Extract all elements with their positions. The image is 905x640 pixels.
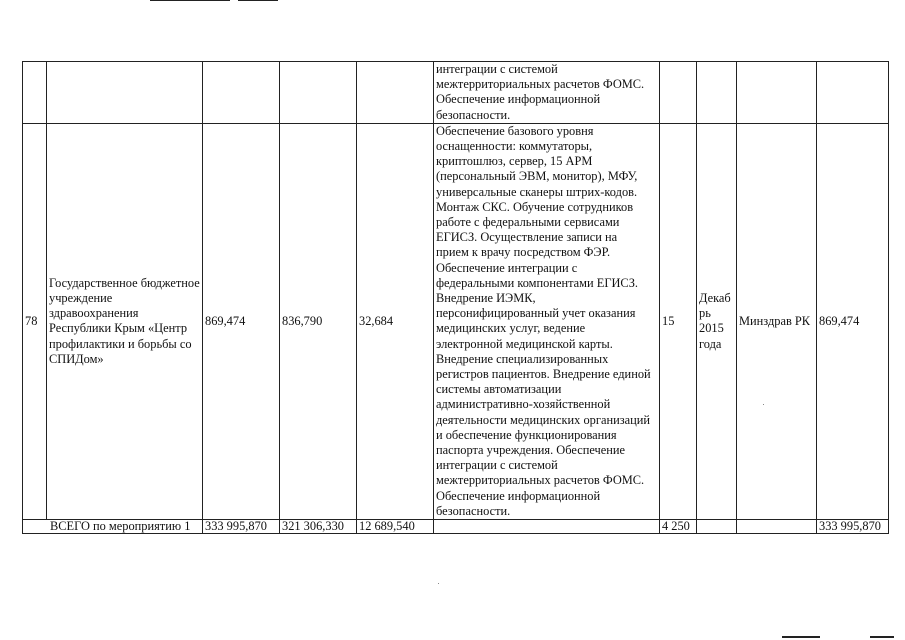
description-line: паспорта учреждения. Обеспечение — [436, 443, 626, 458]
description-line: прием к врачу посредством ФЭР. — [436, 245, 611, 260]
table-row — [23, 123, 889, 519]
description-line: электронной медицинской карты. — [436, 336, 613, 351]
scan-artifact-top-left — [150, 0, 230, 1]
description-line: универсальные сканеры штрих-кодов. — [436, 184, 638, 199]
scan-artifact-bottom-right-1 — [782, 636, 820, 638]
cell-total-2: 869,474 — [817, 123, 889, 519]
description-line: системы автоматизации — [436, 382, 562, 397]
summary-description — [434, 520, 660, 534]
description-line: Обеспечение базового уровня — [436, 123, 594, 138]
description-line: межтерриториальных расчетов ФОМС. — [436, 77, 645, 92]
cell-count — [660, 62, 697, 124]
description-line: интеграции с системой — [436, 62, 558, 76]
description-line: безопасности. — [436, 107, 511, 122]
description-line: персонифицированный учет оказания — [436, 306, 636, 321]
description-line: безопасности. — [436, 503, 511, 518]
program-table — [22, 61, 889, 534]
description-line: Обеспечение информационной — [436, 488, 601, 503]
description-line: (персональный ЭВМ, монитор), МФУ, — [436, 169, 638, 184]
description-line: ЕГИСЗ. Осуществление записи на — [436, 230, 618, 245]
description-line: Внедрение ИЭМК, — [436, 291, 536, 306]
description-line: деятельности медицинских организаций — [436, 412, 650, 427]
description-line: межтерриториальных расчетов ФОМС. — [436, 473, 645, 488]
description-line: административно-хозяйственной — [436, 397, 611, 412]
description-line: Внедрение специализированных — [436, 351, 609, 366]
cell-num — [23, 62, 47, 124]
summary-total: 333 995,870 — [203, 520, 280, 534]
cell-regional — [357, 62, 434, 124]
cell-total-2 — [817, 62, 889, 124]
description-line: Монтаж СКС. Обучение сотрудников — [436, 199, 634, 214]
cell-count: 15 — [660, 123, 697, 519]
cell-total — [203, 62, 280, 124]
cell-deadline: Декабрь 2015 года — [697, 123, 737, 519]
scan-artifact-bottom-right-2 — [870, 636, 894, 638]
summary-count: 4 250 — [660, 520, 697, 534]
cell-description — [434, 123, 660, 519]
cell-regional: 32,684 — [357, 123, 434, 519]
table-row — [23, 62, 889, 124]
cell-federal: 836,790 — [280, 123, 357, 519]
scan-artifact-top-mid — [238, 0, 278, 1]
summary-row — [23, 520, 889, 534]
cell-responsible: Минздрав РК — [737, 123, 817, 519]
cell-num: 78 — [23, 123, 47, 519]
description-line: федеральными компонентами ЕГИСЗ. — [436, 275, 638, 290]
summary-regional: 12 689,540 — [357, 520, 434, 534]
cell-deadline — [697, 62, 737, 124]
description-line: Обеспечение информационной — [436, 92, 601, 107]
cell-name — [47, 62, 203, 124]
description-line: медицинских услуг, ведение — [436, 321, 586, 336]
description-line: Обеспечение интеграции с — [436, 260, 578, 275]
cell-responsible — [737, 62, 817, 124]
scan-dot — [438, 583, 439, 584]
description-line: регистров пациентов. Внедрение единой — [436, 367, 651, 382]
cell-total: 869,474 — [203, 123, 280, 519]
summary-federal: 321 306,330 — [280, 520, 357, 534]
description-line: криптошлюз, сервер, 15 АРМ — [436, 154, 593, 169]
description-line: и обеспечение функционирования — [436, 427, 617, 442]
description-line: интеграции с системой — [436, 458, 558, 473]
description-line: оснащенности: коммутаторы, — [436, 139, 593, 154]
summary-total-2: 333 995,870 — [817, 520, 889, 534]
summary-label: ВСЕГО по мероприятию 1 — [23, 520, 203, 534]
cell-name: Государственное бюджетное учреждение здравоохранения Республики Крым «Центр профилактики и борьбы со СПИДом» — [47, 123, 203, 519]
summary-deadline — [697, 520, 737, 534]
cell-description — [434, 62, 660, 124]
summary-responsible — [737, 520, 817, 534]
cell-federal — [280, 62, 357, 124]
description-line: работе с федеральными сервисами — [436, 215, 620, 230]
